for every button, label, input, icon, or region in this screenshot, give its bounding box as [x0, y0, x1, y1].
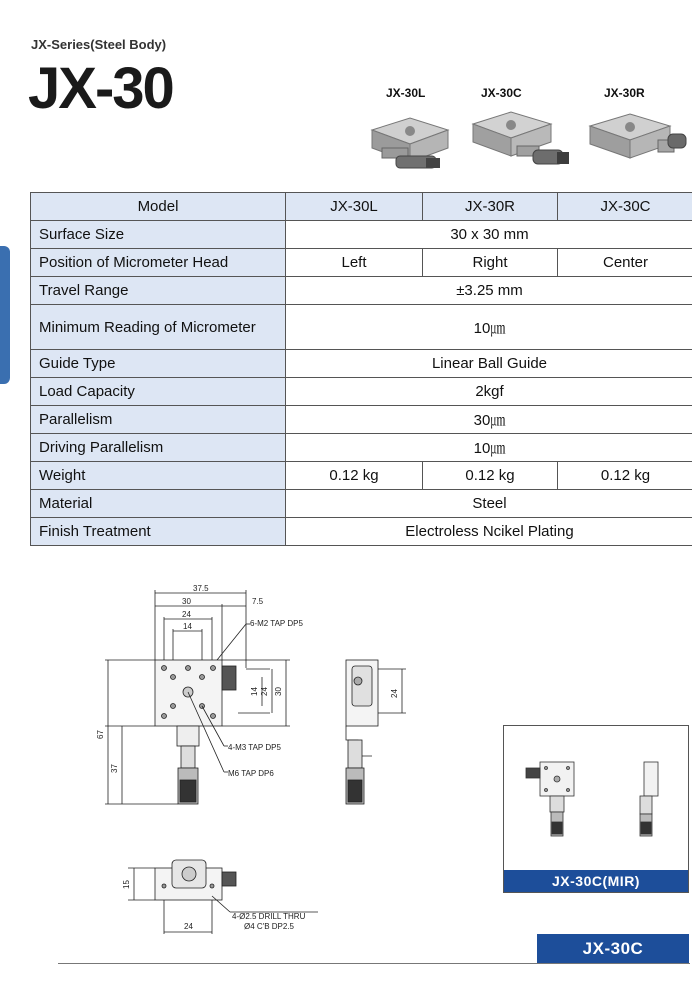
note-m3-tap: 4-M3 TAP DP5: [228, 743, 281, 752]
product-label-l: JX-30L: [386, 86, 426, 100]
row-label: Guide Type: [31, 350, 286, 378]
vdim-24: 24: [260, 687, 269, 696]
vdim-37: 37: [110, 764, 119, 773]
product-photo-jx30c: [465, 100, 575, 185]
table-row: [31, 249, 692, 277]
row-label: Finish Treatment: [31, 518, 286, 546]
dim-24: 24: [182, 610, 191, 619]
row-value: 0.12 kg: [286, 462, 423, 490]
row-value: 30㎛: [286, 406, 692, 434]
row-value: Electroless Ncikel Plating: [286, 518, 692, 546]
spec-header-row: [31, 193, 692, 221]
row-value: 30 x 30 mm: [286, 221, 692, 249]
row-value: Linear Ball Guide: [286, 350, 692, 378]
model-title: JX-30: [28, 56, 173, 121]
row-value: 10㎛: [286, 305, 692, 350]
row-label: Surface Size: [31, 221, 286, 249]
row-value: Right: [423, 249, 558, 277]
row-value: 0.12 kg: [423, 462, 558, 490]
side-dim-24: 24: [390, 689, 399, 698]
bottom-dim-24: 24: [184, 922, 193, 931]
row-label: Load Capacity: [31, 378, 286, 406]
series-title: JX-Series(Steel Body): [31, 37, 167, 52]
table-row: [31, 277, 692, 305]
row-value: Left: [286, 249, 423, 277]
table-row: [31, 305, 692, 350]
row-value: ±3.25 mm: [286, 277, 692, 305]
row-value: 2kgf: [286, 378, 692, 406]
row-value: 0.12 kg: [558, 462, 692, 490]
row-label: Travel Range: [31, 277, 286, 305]
spec-table: [30, 192, 692, 546]
product-label-r: JX-30R: [604, 86, 645, 100]
note-counterbore: Ø4 C'B DP2.5: [244, 922, 294, 931]
mir-variant-label: JX-30C(MIR): [504, 870, 688, 892]
row-label: Position of Micrometer Head: [31, 249, 286, 277]
header-col-jx30c: JX-30C: [558, 193, 692, 221]
table-row: [31, 518, 692, 546]
dim-14: 14: [183, 622, 192, 631]
note-m2-tap: 6-M2 TAP DP5: [250, 619, 303, 628]
note-m6-tap: M6 TAP DP6: [228, 769, 274, 778]
bottom-dim-15: 15: [122, 880, 131, 889]
vdim-14: 14: [250, 687, 259, 696]
side-tab-marker: [0, 246, 10, 384]
row-label: Parallelism: [31, 406, 286, 434]
table-row: [31, 350, 692, 378]
row-value: Steel: [286, 490, 692, 518]
row-label: Material: [31, 490, 286, 518]
header-col-jx30r: JX-30R: [423, 193, 558, 221]
row-value: 10㎛: [286, 434, 692, 462]
table-row: [31, 434, 692, 462]
table-row: [31, 406, 692, 434]
note-drill-thru: 4-Ø2.5 DRILL THRU: [232, 912, 306, 921]
vdim-67: 67: [96, 730, 105, 739]
dim-30: 30: [182, 597, 191, 606]
table-row: [31, 462, 692, 490]
row-label: Weight: [31, 462, 286, 490]
table-row: [31, 490, 692, 518]
row-label: Driving Parallelism: [31, 434, 286, 462]
vdim-30: 30: [274, 687, 283, 696]
footer-divider: [58, 963, 690, 964]
row-label: Minimum Reading of Micrometer: [31, 305, 286, 350]
product-label-c: JX-30C: [481, 86, 522, 100]
footer-model-badge: JX-30C: [537, 934, 689, 963]
row-value: Center: [558, 249, 692, 277]
table-row: [31, 221, 692, 249]
dim-37-5: 37.5: [193, 584, 209, 593]
technical-drawing: [0, 560, 420, 940]
product-photo-jx30l: [360, 100, 460, 185]
product-photo-jx30r: [580, 100, 692, 185]
mir-variant-box: [503, 725, 689, 893]
table-row: [31, 378, 692, 406]
mir-variant-drawing: [504, 726, 688, 866]
header-model-label: Model: [31, 193, 286, 221]
dim-7-5: 7.5: [252, 597, 264, 606]
header-col-jx30l: JX-30L: [286, 193, 423, 221]
